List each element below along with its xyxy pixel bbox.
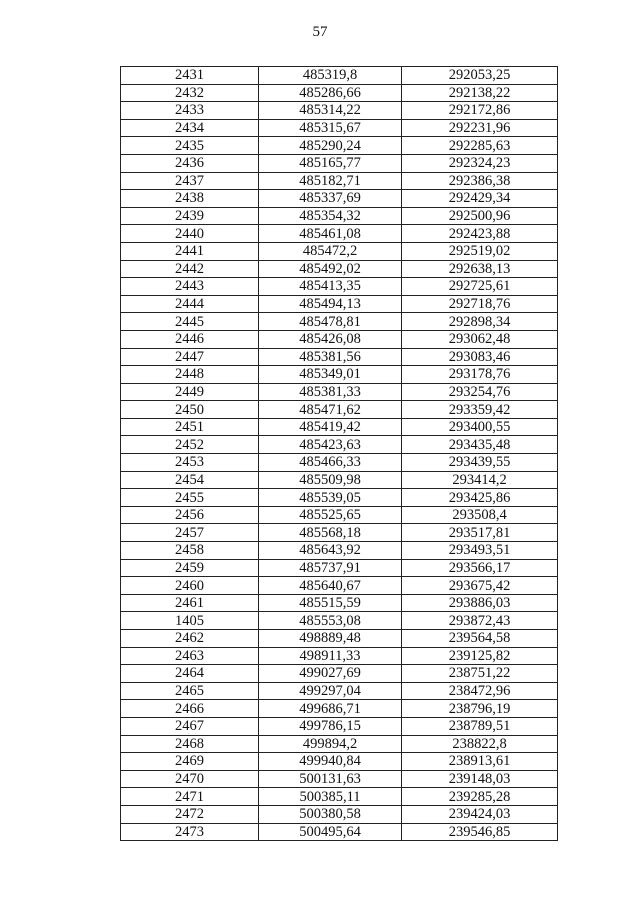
x-coordinate-cell: 485354,32 bbox=[259, 207, 402, 225]
y-coordinate-cell: 293062,48 bbox=[402, 330, 558, 348]
table-row bbox=[121, 577, 558, 595]
x-coordinate-cell: 500495,64 bbox=[259, 823, 402, 841]
y-coordinate-cell: 292725,61 bbox=[402, 278, 558, 296]
table-row bbox=[121, 190, 558, 208]
y-coordinate-cell: 292172,86 bbox=[402, 102, 558, 120]
table-row bbox=[121, 137, 558, 155]
x-coordinate-cell: 500380,58 bbox=[259, 805, 402, 823]
coordinates-table-body bbox=[121, 67, 558, 841]
table-row bbox=[121, 154, 558, 172]
point-number-cell: 2440 bbox=[121, 225, 259, 243]
y-coordinate-cell: 292718,76 bbox=[402, 295, 558, 313]
x-coordinate-cell: 499786,15 bbox=[259, 717, 402, 735]
point-number-cell: 2465 bbox=[121, 682, 259, 700]
y-coordinate-cell: 293872,43 bbox=[402, 612, 558, 630]
point-number-cell: 2456 bbox=[121, 506, 259, 524]
x-coordinate-cell: 485419,42 bbox=[259, 418, 402, 436]
y-coordinate-cell: 293178,76 bbox=[402, 366, 558, 384]
point-number-cell: 2450 bbox=[121, 401, 259, 419]
y-coordinate-cell: 292324,23 bbox=[402, 154, 558, 172]
point-number-cell: 2452 bbox=[121, 436, 259, 454]
x-coordinate-cell: 498911,33 bbox=[259, 647, 402, 665]
table-row bbox=[121, 770, 558, 788]
point-number-cell: 2448 bbox=[121, 366, 259, 384]
point-number-cell: 2472 bbox=[121, 805, 259, 823]
y-coordinate-cell: 293083,46 bbox=[402, 348, 558, 366]
y-coordinate-cell: 238822,8 bbox=[402, 735, 558, 753]
table-row bbox=[121, 753, 558, 771]
point-number-cell: 2461 bbox=[121, 594, 259, 612]
y-coordinate-cell: 293566,17 bbox=[402, 559, 558, 577]
point-number-cell: 2463 bbox=[121, 647, 259, 665]
table-row bbox=[121, 559, 558, 577]
point-number-cell: 2451 bbox=[121, 418, 259, 436]
y-coordinate-cell: 293425,86 bbox=[402, 489, 558, 507]
point-number-cell: 2436 bbox=[121, 154, 259, 172]
y-coordinate-cell: 292519,02 bbox=[402, 242, 558, 260]
y-coordinate-cell: 292898,34 bbox=[402, 313, 558, 331]
point-number-cell: 2471 bbox=[121, 788, 259, 806]
x-coordinate-cell: 485381,33 bbox=[259, 383, 402, 401]
x-coordinate-cell: 485539,05 bbox=[259, 489, 402, 507]
x-coordinate-cell: 485423,63 bbox=[259, 436, 402, 454]
x-coordinate-cell: 485314,22 bbox=[259, 102, 402, 120]
table-row bbox=[121, 313, 558, 331]
x-coordinate-cell: 485640,67 bbox=[259, 577, 402, 595]
y-coordinate-cell: 239285,28 bbox=[402, 788, 558, 806]
x-coordinate-cell: 498889,48 bbox=[259, 630, 402, 648]
x-coordinate-cell: 485315,67 bbox=[259, 119, 402, 137]
point-number-cell: 2439 bbox=[121, 207, 259, 225]
y-coordinate-cell: 293414,2 bbox=[402, 471, 558, 489]
point-number-cell: 2438 bbox=[121, 190, 259, 208]
x-coordinate-cell: 499297,04 bbox=[259, 682, 402, 700]
table-row bbox=[121, 594, 558, 612]
x-coordinate-cell: 485553,08 bbox=[259, 612, 402, 630]
x-coordinate-cell: 499027,69 bbox=[259, 665, 402, 683]
point-number-cell: 2458 bbox=[121, 542, 259, 560]
y-coordinate-cell: 239546,85 bbox=[402, 823, 558, 841]
table-row bbox=[121, 647, 558, 665]
page-number: 57 bbox=[312, 24, 328, 40]
y-coordinate-cell: 292423,88 bbox=[402, 225, 558, 243]
point-number-cell: 2441 bbox=[121, 242, 259, 260]
point-number-cell: 2431 bbox=[121, 67, 259, 85]
point-number-cell: 2473 bbox=[121, 823, 259, 841]
x-coordinate-cell: 485494,13 bbox=[259, 295, 402, 313]
y-coordinate-cell: 239564,58 bbox=[402, 630, 558, 648]
y-coordinate-cell: 238789,51 bbox=[402, 717, 558, 735]
x-coordinate-cell: 499894,2 bbox=[259, 735, 402, 753]
x-coordinate-cell: 485413,35 bbox=[259, 278, 402, 296]
table-row bbox=[121, 67, 558, 85]
table-row bbox=[121, 454, 558, 472]
table-row bbox=[121, 383, 558, 401]
y-coordinate-cell: 292053,25 bbox=[402, 67, 558, 85]
coordinates-table bbox=[120, 66, 558, 841]
table-row bbox=[121, 348, 558, 366]
point-number-cell: 2460 bbox=[121, 577, 259, 595]
y-coordinate-cell: 292500,96 bbox=[402, 207, 558, 225]
y-coordinate-cell: 293359,42 bbox=[402, 401, 558, 419]
x-coordinate-cell: 485466,33 bbox=[259, 454, 402, 472]
x-coordinate-cell: 485643,92 bbox=[259, 542, 402, 560]
y-coordinate-cell: 292429,34 bbox=[402, 190, 558, 208]
x-coordinate-cell: 485426,08 bbox=[259, 330, 402, 348]
x-coordinate-cell: 499686,71 bbox=[259, 700, 402, 718]
y-coordinate-cell: 293517,81 bbox=[402, 524, 558, 542]
table-row bbox=[121, 172, 558, 190]
table-row bbox=[121, 401, 558, 419]
x-coordinate-cell: 499940,84 bbox=[259, 753, 402, 771]
table-row bbox=[121, 418, 558, 436]
point-number-cell: 2453 bbox=[121, 454, 259, 472]
table-row bbox=[121, 612, 558, 630]
table-row bbox=[121, 665, 558, 683]
y-coordinate-cell: 293886,03 bbox=[402, 594, 558, 612]
point-number-cell: 2459 bbox=[121, 559, 259, 577]
point-number-cell: 2464 bbox=[121, 665, 259, 683]
x-coordinate-cell: 485568,18 bbox=[259, 524, 402, 542]
table-row bbox=[121, 630, 558, 648]
x-coordinate-cell: 485471,62 bbox=[259, 401, 402, 419]
y-coordinate-cell: 292386,38 bbox=[402, 172, 558, 190]
point-number-cell: 2462 bbox=[121, 630, 259, 648]
point-number-cell: 2470 bbox=[121, 770, 259, 788]
y-coordinate-cell: 239424,03 bbox=[402, 805, 558, 823]
x-coordinate-cell: 485319,8 bbox=[259, 67, 402, 85]
point-number-cell: 2468 bbox=[121, 735, 259, 753]
table-row bbox=[121, 225, 558, 243]
x-coordinate-cell: 500131,63 bbox=[259, 770, 402, 788]
table-row bbox=[121, 436, 558, 454]
y-coordinate-cell: 293493,51 bbox=[402, 542, 558, 560]
table-row bbox=[121, 207, 558, 225]
table-row bbox=[121, 524, 558, 542]
x-coordinate-cell: 485525,65 bbox=[259, 506, 402, 524]
y-coordinate-cell: 239125,82 bbox=[402, 647, 558, 665]
table-row bbox=[121, 119, 558, 137]
y-coordinate-cell: 292638,13 bbox=[402, 260, 558, 278]
table-row bbox=[121, 735, 558, 753]
point-number-cell: 2454 bbox=[121, 471, 259, 489]
y-coordinate-cell: 293435,48 bbox=[402, 436, 558, 454]
point-number-cell: 2443 bbox=[121, 278, 259, 296]
point-number-cell: 2449 bbox=[121, 383, 259, 401]
y-coordinate-cell: 293675,42 bbox=[402, 577, 558, 595]
point-number-cell: 1405 bbox=[121, 612, 259, 630]
y-coordinate-cell: 293439,55 bbox=[402, 454, 558, 472]
x-coordinate-cell: 485509,98 bbox=[259, 471, 402, 489]
x-coordinate-cell: 485737,91 bbox=[259, 559, 402, 577]
table-row bbox=[121, 823, 558, 841]
table-row bbox=[121, 682, 558, 700]
table-row bbox=[121, 717, 558, 735]
table-row bbox=[121, 489, 558, 507]
y-coordinate-cell: 238472,96 bbox=[402, 682, 558, 700]
y-coordinate-cell: 292231,96 bbox=[402, 119, 558, 137]
x-coordinate-cell: 485515,59 bbox=[259, 594, 402, 612]
table-row bbox=[121, 542, 558, 560]
y-coordinate-cell: 239148,03 bbox=[402, 770, 558, 788]
x-coordinate-cell: 485381,56 bbox=[259, 348, 402, 366]
table-row bbox=[121, 102, 558, 120]
y-coordinate-cell: 293400,55 bbox=[402, 418, 558, 436]
x-coordinate-cell: 485461,08 bbox=[259, 225, 402, 243]
table-row bbox=[121, 330, 558, 348]
table-row bbox=[121, 506, 558, 524]
point-number-cell: 2455 bbox=[121, 489, 259, 507]
table-row bbox=[121, 366, 558, 384]
x-coordinate-cell: 485478,81 bbox=[259, 313, 402, 331]
table-row bbox=[121, 788, 558, 806]
x-coordinate-cell: 485492,02 bbox=[259, 260, 402, 278]
x-coordinate-cell: 485349,01 bbox=[259, 366, 402, 384]
y-coordinate-cell: 238796,19 bbox=[402, 700, 558, 718]
x-coordinate-cell: 485165,77 bbox=[259, 154, 402, 172]
y-coordinate-cell: 293254,76 bbox=[402, 383, 558, 401]
table-row bbox=[121, 805, 558, 823]
table-row bbox=[121, 295, 558, 313]
point-number-cell: 2432 bbox=[121, 84, 259, 102]
table-row bbox=[121, 260, 558, 278]
table-row bbox=[121, 471, 558, 489]
x-coordinate-cell: 485286,66 bbox=[259, 84, 402, 102]
y-coordinate-cell: 292285,63 bbox=[402, 137, 558, 155]
point-number-cell: 2445 bbox=[121, 313, 259, 331]
point-number-cell: 2469 bbox=[121, 753, 259, 771]
x-coordinate-cell: 485472,2 bbox=[259, 242, 402, 260]
table-row bbox=[121, 700, 558, 718]
y-coordinate-cell: 293508,4 bbox=[402, 506, 558, 524]
y-coordinate-cell: 238913,61 bbox=[402, 753, 558, 771]
point-number-cell: 2446 bbox=[121, 330, 259, 348]
point-number-cell: 2444 bbox=[121, 295, 259, 313]
point-number-cell: 2447 bbox=[121, 348, 259, 366]
x-coordinate-cell: 485290,24 bbox=[259, 137, 402, 155]
x-coordinate-cell: 485337,69 bbox=[259, 190, 402, 208]
point-number-cell: 2435 bbox=[121, 137, 259, 155]
point-number-cell: 2434 bbox=[121, 119, 259, 137]
table-row bbox=[121, 242, 558, 260]
y-coordinate-cell: 238751,22 bbox=[402, 665, 558, 683]
point-number-cell: 2433 bbox=[121, 102, 259, 120]
table-row bbox=[121, 278, 558, 296]
point-number-cell: 2442 bbox=[121, 260, 259, 278]
table-row bbox=[121, 84, 558, 102]
x-coordinate-cell: 485182,71 bbox=[259, 172, 402, 190]
point-number-cell: 2466 bbox=[121, 700, 259, 718]
y-coordinate-cell: 292138,22 bbox=[402, 84, 558, 102]
point-number-cell: 2467 bbox=[121, 717, 259, 735]
point-number-cell: 2457 bbox=[121, 524, 259, 542]
x-coordinate-cell: 500385,11 bbox=[259, 788, 402, 806]
point-number-cell: 2437 bbox=[121, 172, 259, 190]
